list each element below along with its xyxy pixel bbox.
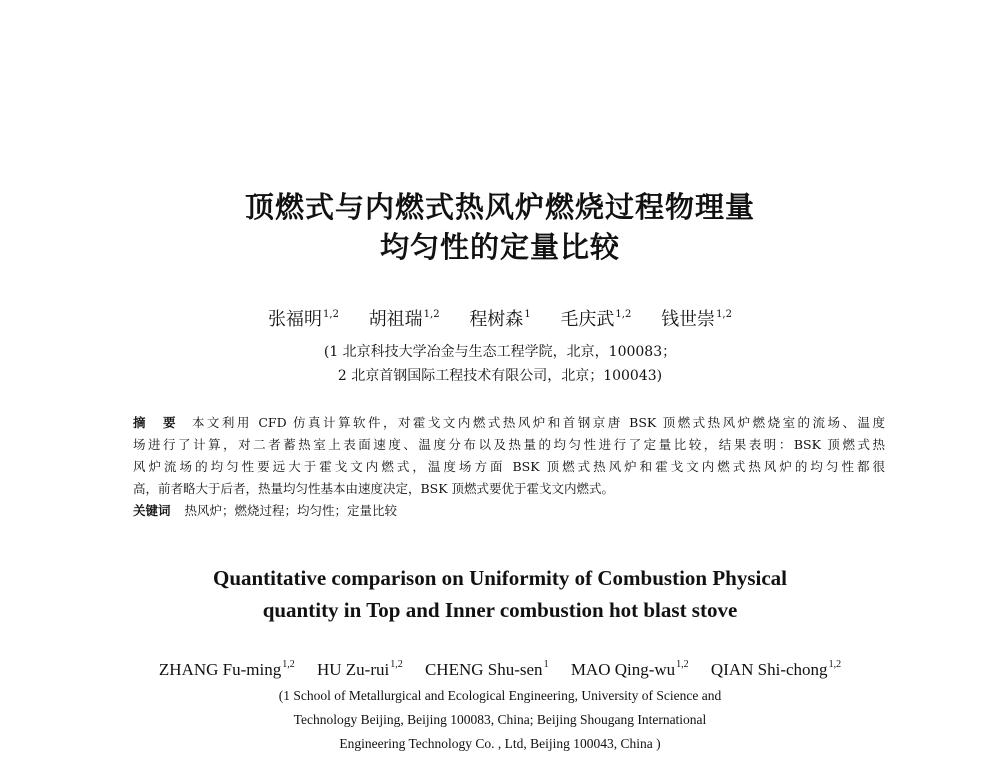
abstract [133, 412, 885, 522]
abstract-line: 风炉流场的均匀性要远大于霍戈文内燃式，温度场方面 BSK 顶燃式热风炉和霍戈文内燃式热风炉的均匀性都很 [133, 459, 885, 474]
author: 毛庆武$^{1,2}$ [560, 309, 632, 330]
author: HU Zu-rui$^{1,2}$ [316, 659, 403, 679]
chinese-affiliation-2: 2 北京首钢国际工程技术有限公司，北京；100043) [337, 368, 663, 384]
author: 程树森$^1$ [469, 309, 531, 330]
author: MAO Qing-wu$^{1,2}$ [570, 659, 689, 679]
chinese-authors [0, 305, 1000, 331]
chinese-title-line-1: 顶燃式与内燃式热风炉燃烧过程物理量 [244, 190, 755, 224]
author: 钱世崇$^{1,2}$ [661, 309, 732, 330]
keywords-label: 关键词 [133, 503, 171, 518]
author: 张福明$^{1,2}$ [268, 309, 339, 330]
abstract-label: 摘 要 [133, 415, 178, 430]
english-affiliation-1: (1 School of Metallurgical and Ecological Engineering, University of Science and [278, 688, 722, 703]
chinese-title-line-2: 均匀性的定量比较 [379, 230, 620, 264]
english-affiliation-3: Engineering Technology Co. , Ltd, Beijing 100043, China ) [339, 736, 661, 751]
english-affiliation-2: Technology Beijing, Beijing 100083, China; Beijing Shougang International [293, 712, 707, 727]
abstract-line: 高，前者略大于后者，热量均匀性基本由速度决定，BSK 顶燃式要优于霍戈文内燃式。 [133, 481, 615, 496]
abstract-line: 摘 要 本文利用 CFD 仿真计算软件，对霍戈文内燃式热风炉和首钢京唐 BSK 顶燃式热风炉燃烧室的流场、温度 [133, 415, 885, 430]
author: ZHANG Fu-ming$^{1,2}$ [158, 659, 295, 679]
author: 胡祖瑞$^{1,2}$ [368, 309, 440, 330]
author: QIAN Shi-chong$^{1,2}$ [710, 659, 842, 679]
author: CHENG Shu-sen$^1$ [424, 659, 549, 679]
abstract-line: 场进行了计算，对二者蓄热室上表面速度、温度分布以及热量的均匀性进行了定量比较，结果表明：BSK 顶燃式热 [133, 437, 885, 452]
chinese-affiliation-1: (1 北京科技大学冶金与生态工程学院，北京，100083； [323, 344, 677, 360]
english-title-line-2: quantity in Top and Inner combustion hot blast stove [262, 598, 738, 622]
english-title-line-1: Quantitative comparison on Uniformity of Combustion Physical [212, 566, 787, 590]
keywords: 关键词 热风炉；燃烧过程；均匀性；定量比较 [133, 503, 398, 518]
english-authors [0, 659, 1000, 680]
